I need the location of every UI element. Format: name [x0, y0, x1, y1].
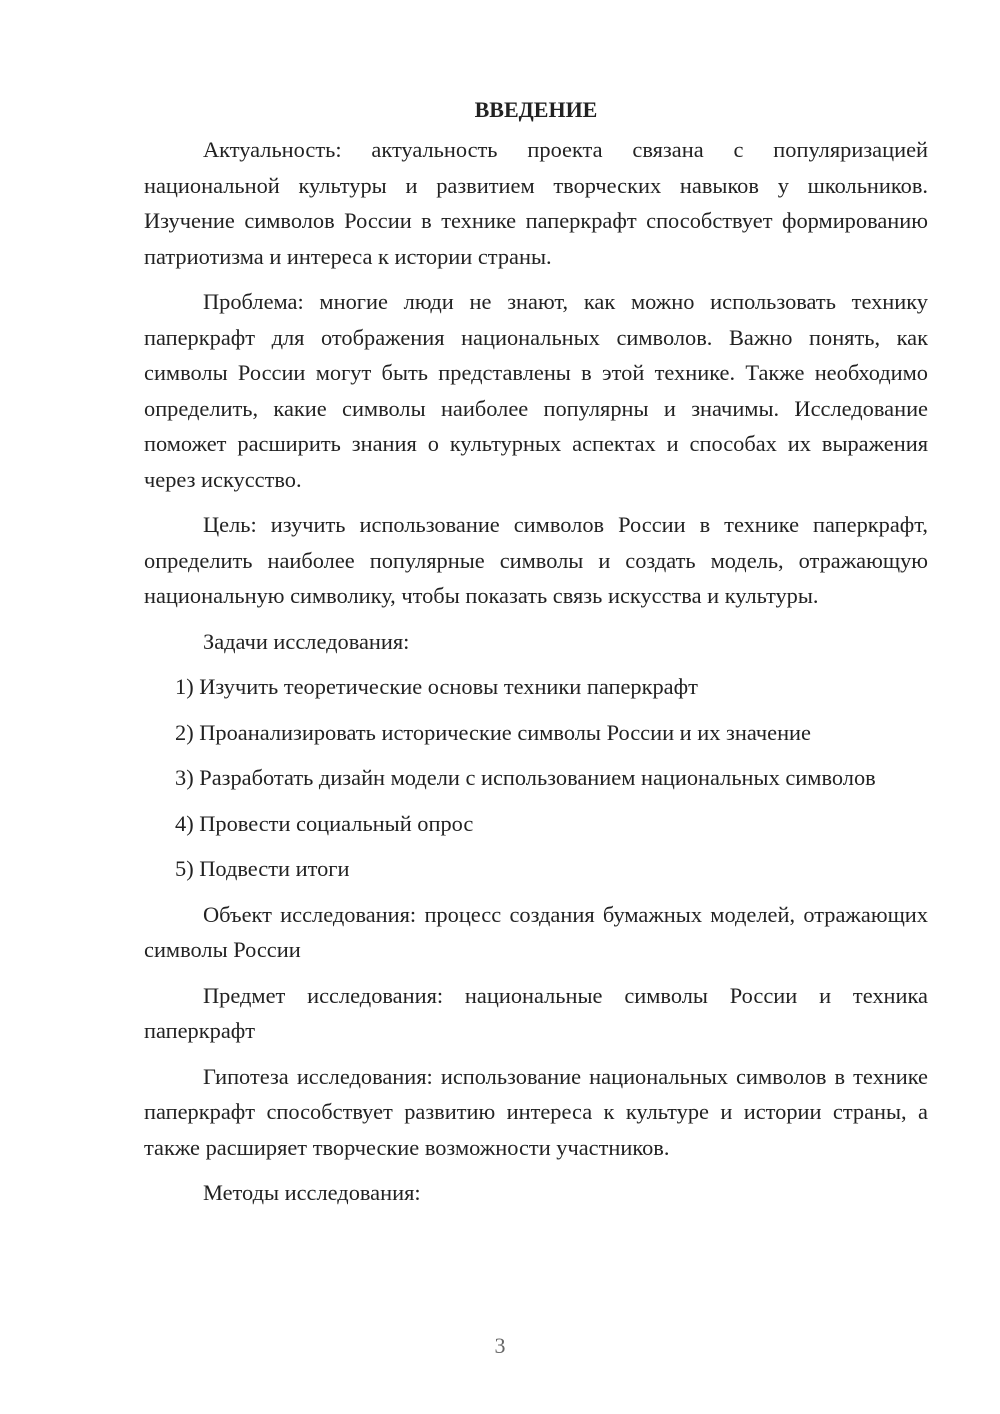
task-item-1: 1) Изучить теоретические основы техники паперкрафт	[175, 674, 698, 699]
task-item-4: 4) Провести социальный опрос	[175, 810, 474, 836]
paragraph-goal: Цель: изучить использование символов России в технике паперкрафт, определить наиболее популярные символы и создать модель, отражающую национальную символику, чтобы показать связь искусства и культуры.	[144, 512, 928, 608]
page-number: 3	[494, 1333, 506, 1358]
paragraph-problem: Проблема: многие люди не знают, как можно использовать технику паперкрафт для отображения национальных символов. Важно понять, как символы России могут быть представлены в этой технике. Также необходимо определить, какие символы наиболее популярны и значимы. Исследование поможет расширить знания о культурных аспектах и способах их выражения через искусство.	[144, 289, 928, 492]
paragraph-tasks-heading: Задачи исследования:	[203, 628, 410, 654]
paragraph-subject: Предмет исследования: национальные символы России и техника паперкрафт	[144, 982, 928, 1043]
task-item-2: 2) Проанализировать исторические символы России и их значение	[175, 719, 811, 745]
task-item-3: 3) Разработать дизайн модели с использованием национальных символов	[175, 765, 876, 790]
document-title: ВВЕДЕНИЕ	[474, 97, 598, 122]
paragraph-methods: Методы исследования:	[203, 1180, 421, 1205]
paragraph-relevance: Актуальность: актуальность проекта связана с популяризацией национальной культуры и развитием творческих навыков у школьников. Изучение символов России в технике паперкрафт способствует формированию патриотизма и интереса к истории страны.	[144, 137, 928, 269]
document-page	[144, 92, 928, 1221]
paragraph-hypothesis: Гипотеза исследования: использование национальных символов в технике паперкрафт способствует развитию интереса к культуре и истории страны, а также расширяет творческие возможности участников.	[144, 1063, 928, 1160]
paragraph-object: Объект исследования: процесс создания бумажных моделей, отражающих символы России	[144, 901, 928, 962]
task-item-5: 5) Подвести итоги	[175, 856, 350, 881]
